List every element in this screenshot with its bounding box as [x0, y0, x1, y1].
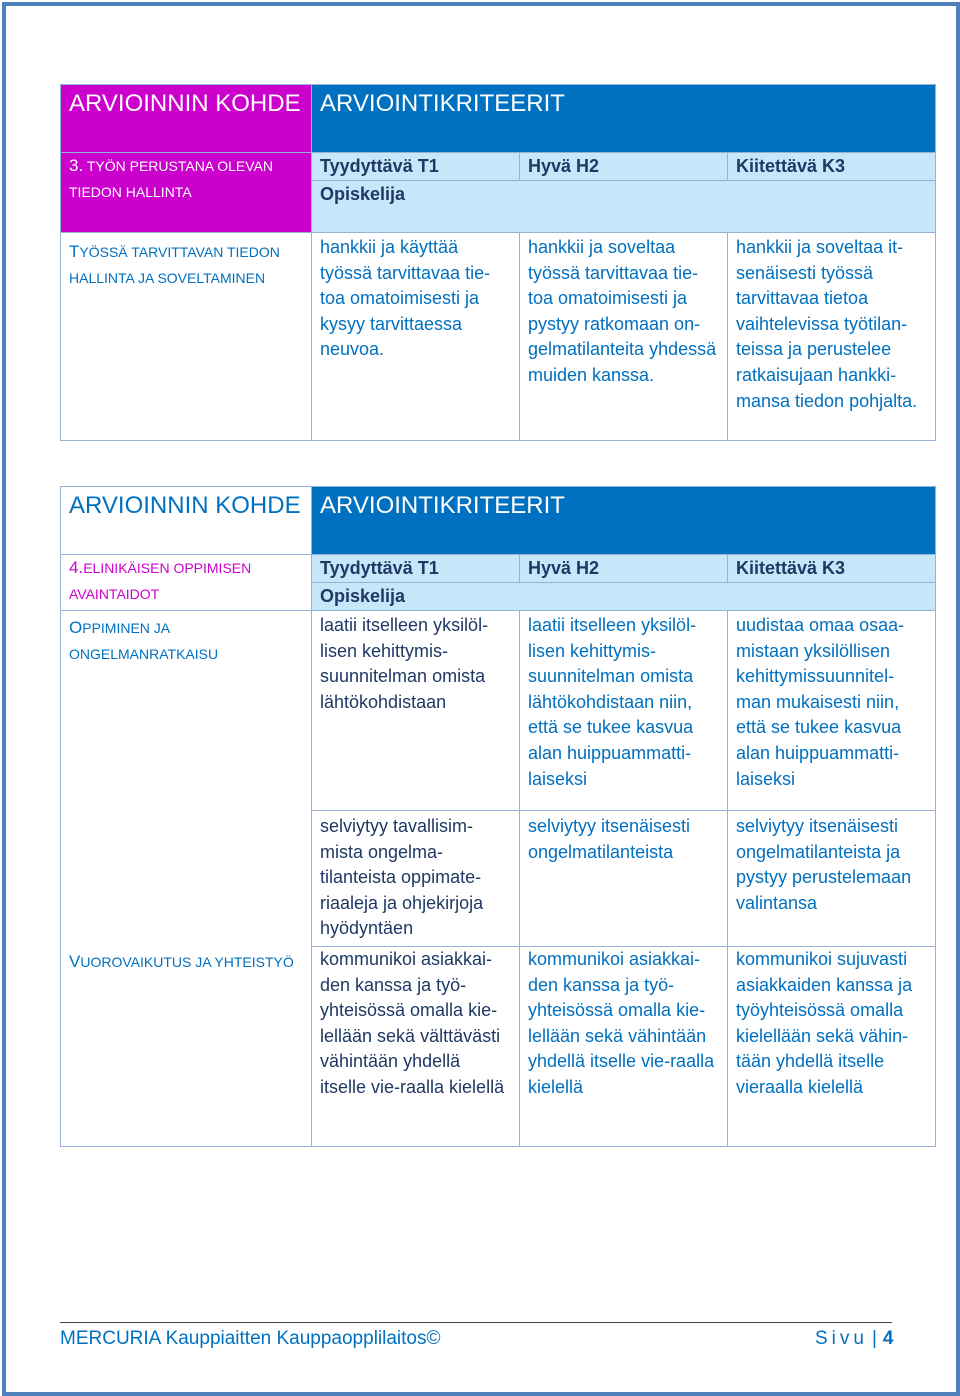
- k3-text: selviytyy itsenäisesti ongelmatilanteista ja pystyy perustelemaan valintansa: [736, 816, 912, 913]
- level-h2: Hyvä H2: [520, 153, 728, 181]
- table-header-row: [61, 487, 936, 555]
- assessment-target-header: ARVIOINNIN KOHDE: [61, 487, 312, 555]
- criteria-table-1: [60, 84, 936, 441]
- table-row: [61, 611, 936, 811]
- levels-row: [61, 153, 936, 181]
- footer-publisher: MERCURIA Kauppiaitten Kauppaopplilaitos©: [60, 1328, 441, 1349]
- k3-text: kommunikoi sujuvasti asiakkaiden kanssa ja työyhteisössä omalla kielellään sekä vähin-tään yhdellä itselle vieraalla kielellä: [736, 949, 913, 1097]
- role-label: Opiskelija: [312, 583, 936, 611]
- h2-cell: [520, 611, 728, 811]
- t1-text: laatii itselleen yksilöl-lisen kehittymis-suunnitelman omista lähtökohdistaan: [320, 615, 489, 712]
- row-label: TYÖSSÄ TARVITTAVAN TIEDON HALLINTA JA SOVELTAMINEN: [69, 242, 280, 286]
- row-label-cell: [61, 233, 312, 441]
- criteria-table-2: [60, 486, 936, 1147]
- assessment-target-header: ARVIOINNIN KOHDE: [61, 85, 312, 153]
- level-h2: Hyvä H2: [520, 555, 728, 583]
- h2-text: kommunikoi asiakkai-den kanssa ja työ-yhteisössä omalla kie-lellään sekä vähintään yhdellä itselle vie-raalla kielellä: [528, 949, 715, 1097]
- page-number: 4: [882, 1328, 894, 1349]
- k3-cell: [728, 811, 936, 947]
- role-label: Opiskelija: [312, 181, 936, 233]
- level-t1: Tyydyttävä T1: [312, 555, 520, 583]
- h2-cell: [520, 811, 728, 947]
- subject-title: 4.ELINIKÄISEN OPPIMISEN AVAINTAIDOT: [69, 558, 252, 602]
- criteria-header: ARVIOINTIKRITEERIT: [312, 487, 936, 555]
- page-separator: |: [871, 1328, 877, 1349]
- h2-text: laatii itselleen yksilöl-lisen kehittymis-suunnitelman omista lähtökohdistaan niin, että se tukee kasvua alan huippuammatti-laiseksi: [528, 615, 697, 789]
- t1-text: hankkii ja käyttää työssä tarvittavaa tie-toa omatoimisesti ja kysyy tarvittaessa neuvoa.: [320, 237, 491, 360]
- subject-title-cell: [61, 153, 312, 233]
- h2-text: hankkii ja soveltaa työssä tarvittavaa tie-toa omatoimisesti ja pystyy ratkomaan on-gelmatilanteita yhdessä muiden kanssa.: [528, 237, 717, 385]
- t1-cell: [312, 611, 520, 811]
- t1-cell: [312, 811, 520, 947]
- footer-page: [815, 1326, 893, 1352]
- table-row: [61, 233, 936, 441]
- t1-cell: [312, 233, 520, 441]
- h2-text: selviytyy itsenäisesti ongelmatilanteista: [528, 816, 691, 862]
- t1-text: selviytyy tavallisim-mista ongelma-tilanteista oppimate-riaaleja ja ohjekirjoja hyödyntäen: [320, 816, 484, 939]
- t1-text: kommunikoi asiakkai-den kanssa ja työ-yhteisössä omalla kie-lellään sekä välttävästi vähintään yhdellä itselle vie-raalla kielellä: [320, 949, 505, 1097]
- row-label-cell: [61, 611, 312, 947]
- t1-cell: [312, 947, 520, 1147]
- k3-cell: [728, 611, 936, 811]
- row-label-cell: [61, 947, 312, 1147]
- table-row: [61, 947, 936, 1147]
- k3-cell: [728, 947, 936, 1147]
- criteria-header: ARVIOINTIKRITEERIT: [312, 85, 936, 153]
- h2-cell: [520, 947, 728, 1147]
- k3-text: hankkii ja soveltaa it-senäisesti työssä tarvittavaa tietoa vaihtelevissa työtilan-teissa ja perustelee ratkaisujaan hankki-mansa tiedon pohjalta.: [736, 237, 918, 411]
- h2-cell: [520, 233, 728, 441]
- subject-title-cell: [61, 555, 312, 611]
- k3-text: uudistaa omaa osaa-mistaan yksilöllisen kehittymissuunnitel-man mukaisesti niin, että se tukee kasvua alan huippuammatti-laiseksi: [736, 615, 905, 789]
- level-t1: Tyydyttävä T1: [312, 153, 520, 181]
- page-word: Sivu: [815, 1328, 868, 1349]
- level-k3: Kiitettävä K3: [728, 153, 936, 181]
- level-k3: Kiitettävä K3: [728, 555, 936, 583]
- levels-row: [61, 555, 936, 583]
- table-header-row: [61, 85, 936, 153]
- k3-cell: [728, 233, 936, 441]
- subject-title: 3. TYÖN PERUSTANA OLEVAN TIEDON HALLINTA: [69, 156, 274, 200]
- row-label: VUOROVAIKUTUS JA YHTEISTYÖ: [69, 951, 294, 971]
- footer-divider: [60, 1322, 892, 1323]
- row-label: OPPIMINEN JA ONGELMANRATKAISU: [69, 618, 219, 662]
